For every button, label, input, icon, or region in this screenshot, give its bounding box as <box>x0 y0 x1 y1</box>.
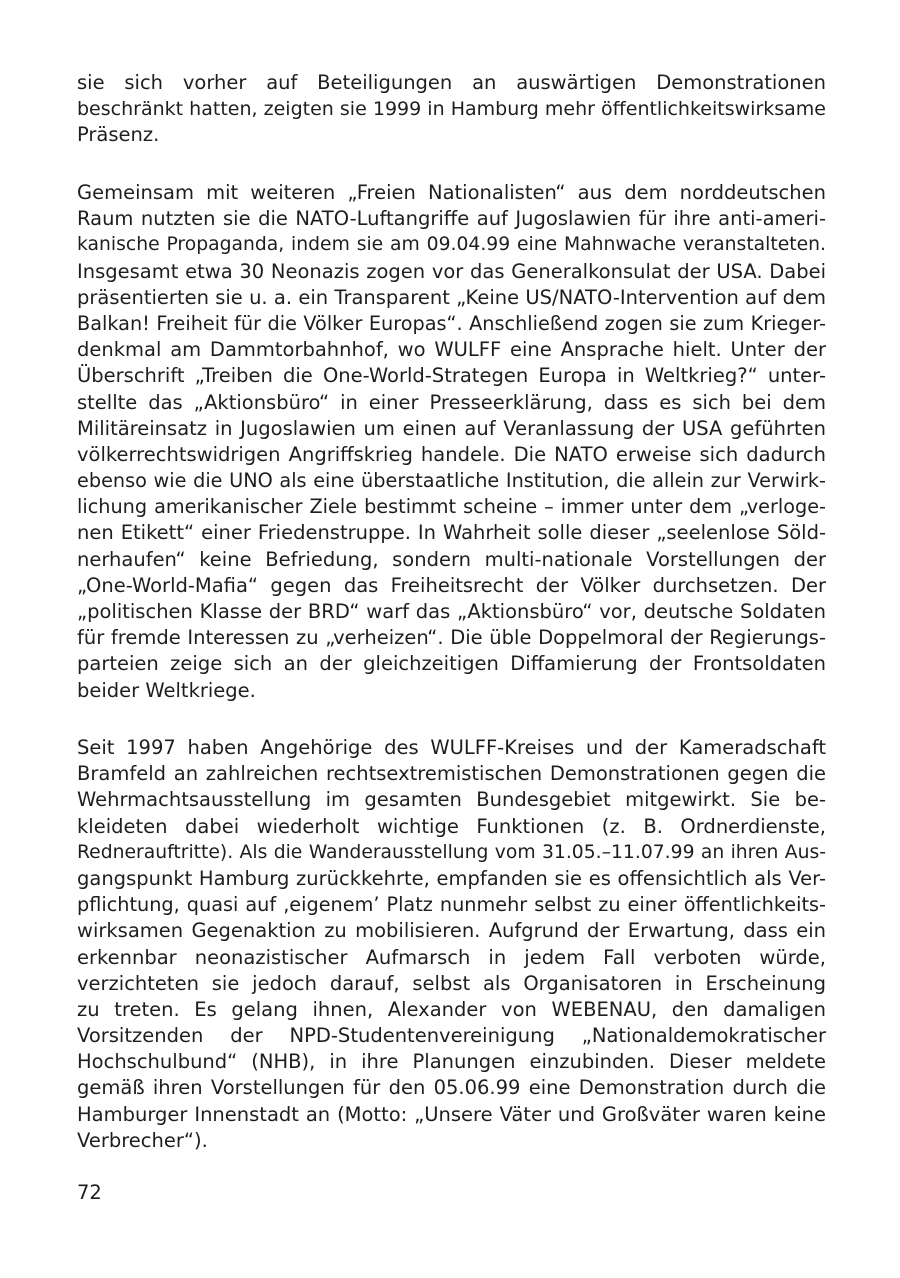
text-line: Bramfeld an zahlreichen rechtsextremistischen Demonstrationen gegen die <box>77 762 826 786</box>
paragraph-2 <box>77 180 826 704</box>
text-line: Verbrecher“). <box>77 1128 208 1152</box>
text-line: parteien zeige sich an der gleichzeitigen Diffamierung der Frontsoldaten <box>77 652 826 676</box>
text-line: sie sich vorher auf Beteiligungen an auswärtigen Demonstrationen <box>77 71 826 94</box>
text-line: gangspunkt Hamburg zurückkehrte, empfanden sie es offensichtlich als Ver- <box>77 866 826 890</box>
text-line: beschränkt hatten, zeigten sie 1999 in Hamburg mehr öffentlichkeitswirksame <box>77 98 826 121</box>
text-line: Hamburger Innenstadt an (Motto: „Unsere Väter und Großväter waren keine <box>77 1102 826 1126</box>
text-line: Überschrift „Treiben die One-World-Strategen Europa in Weltkrieg?“ unter- <box>77 364 826 388</box>
text-line: Seit 1997 haben Angehörige des WULFF-Kreises und der Kameradschaft <box>77 736 826 759</box>
text-line: Rednerauftritte). Als die Wanderausstellung vom 31.05.–11.07.99 an ihren Aus- <box>77 841 826 863</box>
text-line: Militäreinsatz in Jugoslawien um einen auf Veranlassung der USA geführten <box>77 416 826 440</box>
text-line: kleideten dabei wiederholt wichtige Funktionen (z. B. Ordnerdienste, <box>77 814 826 838</box>
text-line: beider Weltkriege. <box>77 678 256 702</box>
text-line: für fremde Interessen zu „verheizen“. Die üble Doppelmoral der Regierungs- <box>77 626 826 650</box>
text-line: „One-World-Mafia“ gegen das Freiheitsrecht der Völker durchsetzen. Der <box>77 573 826 597</box>
paragraph-3 <box>77 735 826 1154</box>
text-line: wirksamen Gegenaktion zu mobilisieren. Aufgrund der Erwartung, dass ein <box>77 919 826 943</box>
text-line: völkerrechtswidrigen Angriffskrieg handele. Die NATO erweise sich dadurch <box>77 442 826 466</box>
text-line: ebenso wie die UNO als eine überstaatliche Institution, die allein zur Verwirk- <box>77 469 826 493</box>
text-line: pflichtung, quasi auf ‚eigenem’ Platz nunmehr selbst zu einer öffentlichkeits- <box>77 893 826 917</box>
text-line: kanische Propaganda, indem sie am 09.04.99 eine Mahnwache veranstalteten. <box>77 234 826 256</box>
text-line: Insgesamt etwa 30 Neonazis zogen vor das Generalkonsulat der USA. Dabei <box>77 259 826 283</box>
text-line: präsentierten sie u. a. ein Transparent „Keine US/NATO-Intervention auf dem <box>77 285 826 309</box>
page-number: 72 <box>77 1181 102 1204</box>
text-line: gemäß ihren Vorstellungen für den 05.06.99 eine Demonstration durch die <box>77 1076 826 1100</box>
text-line: nerhaufen“ keine Befriedung, sondern multi-nationale Vorstellungen der <box>77 547 826 571</box>
text-line: Vorsitzenden der NPD-Studentenvereinigung „Nationaldemokratischer <box>77 1024 826 1048</box>
text-line: lichung amerikanischer Ziele bestimmt scheine – immer unter dem „verloge- <box>77 495 826 519</box>
text-line: Präsenz. <box>77 123 160 147</box>
text-line: denkmal am Dammtorbahnhof, wo WULFF eine Ansprache hielt. Unter der <box>77 338 826 362</box>
text-line: Hochschulbund“ (NHB), in ihre Planungen einzubinden. Dieser meldete <box>77 1050 826 1074</box>
text-line: zu treten. Es gelang ihnen, Alexander von WEBENAU, den damaligen <box>77 997 826 1021</box>
paragraph-1 <box>77 70 826 149</box>
text-line: Wehrmachtsausstellung im gesamten Bundesgebiet mitgewirkt. Sie be- <box>77 788 826 812</box>
text-line: Raum nutzten sie die NATO-Luftangriffe auf Jugoslawien für ihre anti-ameri- <box>77 207 826 231</box>
text-line: stellte das „Aktionsbüro“ in einer Presseerklärung, dass es sich bei dem <box>77 390 826 414</box>
text-line: erkennbar neonazistischer Aufmarsch in jedem Fall verboten würde, <box>77 945 826 969</box>
text-line: nen Etikett“ einer Friedenstruppe. In Wahrheit solle dieser „seelenlose Söld- <box>77 521 826 545</box>
text-line: Balkan! Freiheit für die Völker Europas“. Anschließend zogen sie zum Krieger- <box>77 311 826 335</box>
text-line: verzichteten sie jedoch darauf, selbst als Organisatoren in Erscheinung <box>77 971 826 995</box>
text-line: „politischen Klasse der BRD“ warf das „Aktionsbüro“ vor, deutsche Soldaten <box>77 600 826 623</box>
text-line: Gemeinsam mit weiteren „Freien Nationalisten“ aus dem norddeutschen <box>77 181 826 204</box>
